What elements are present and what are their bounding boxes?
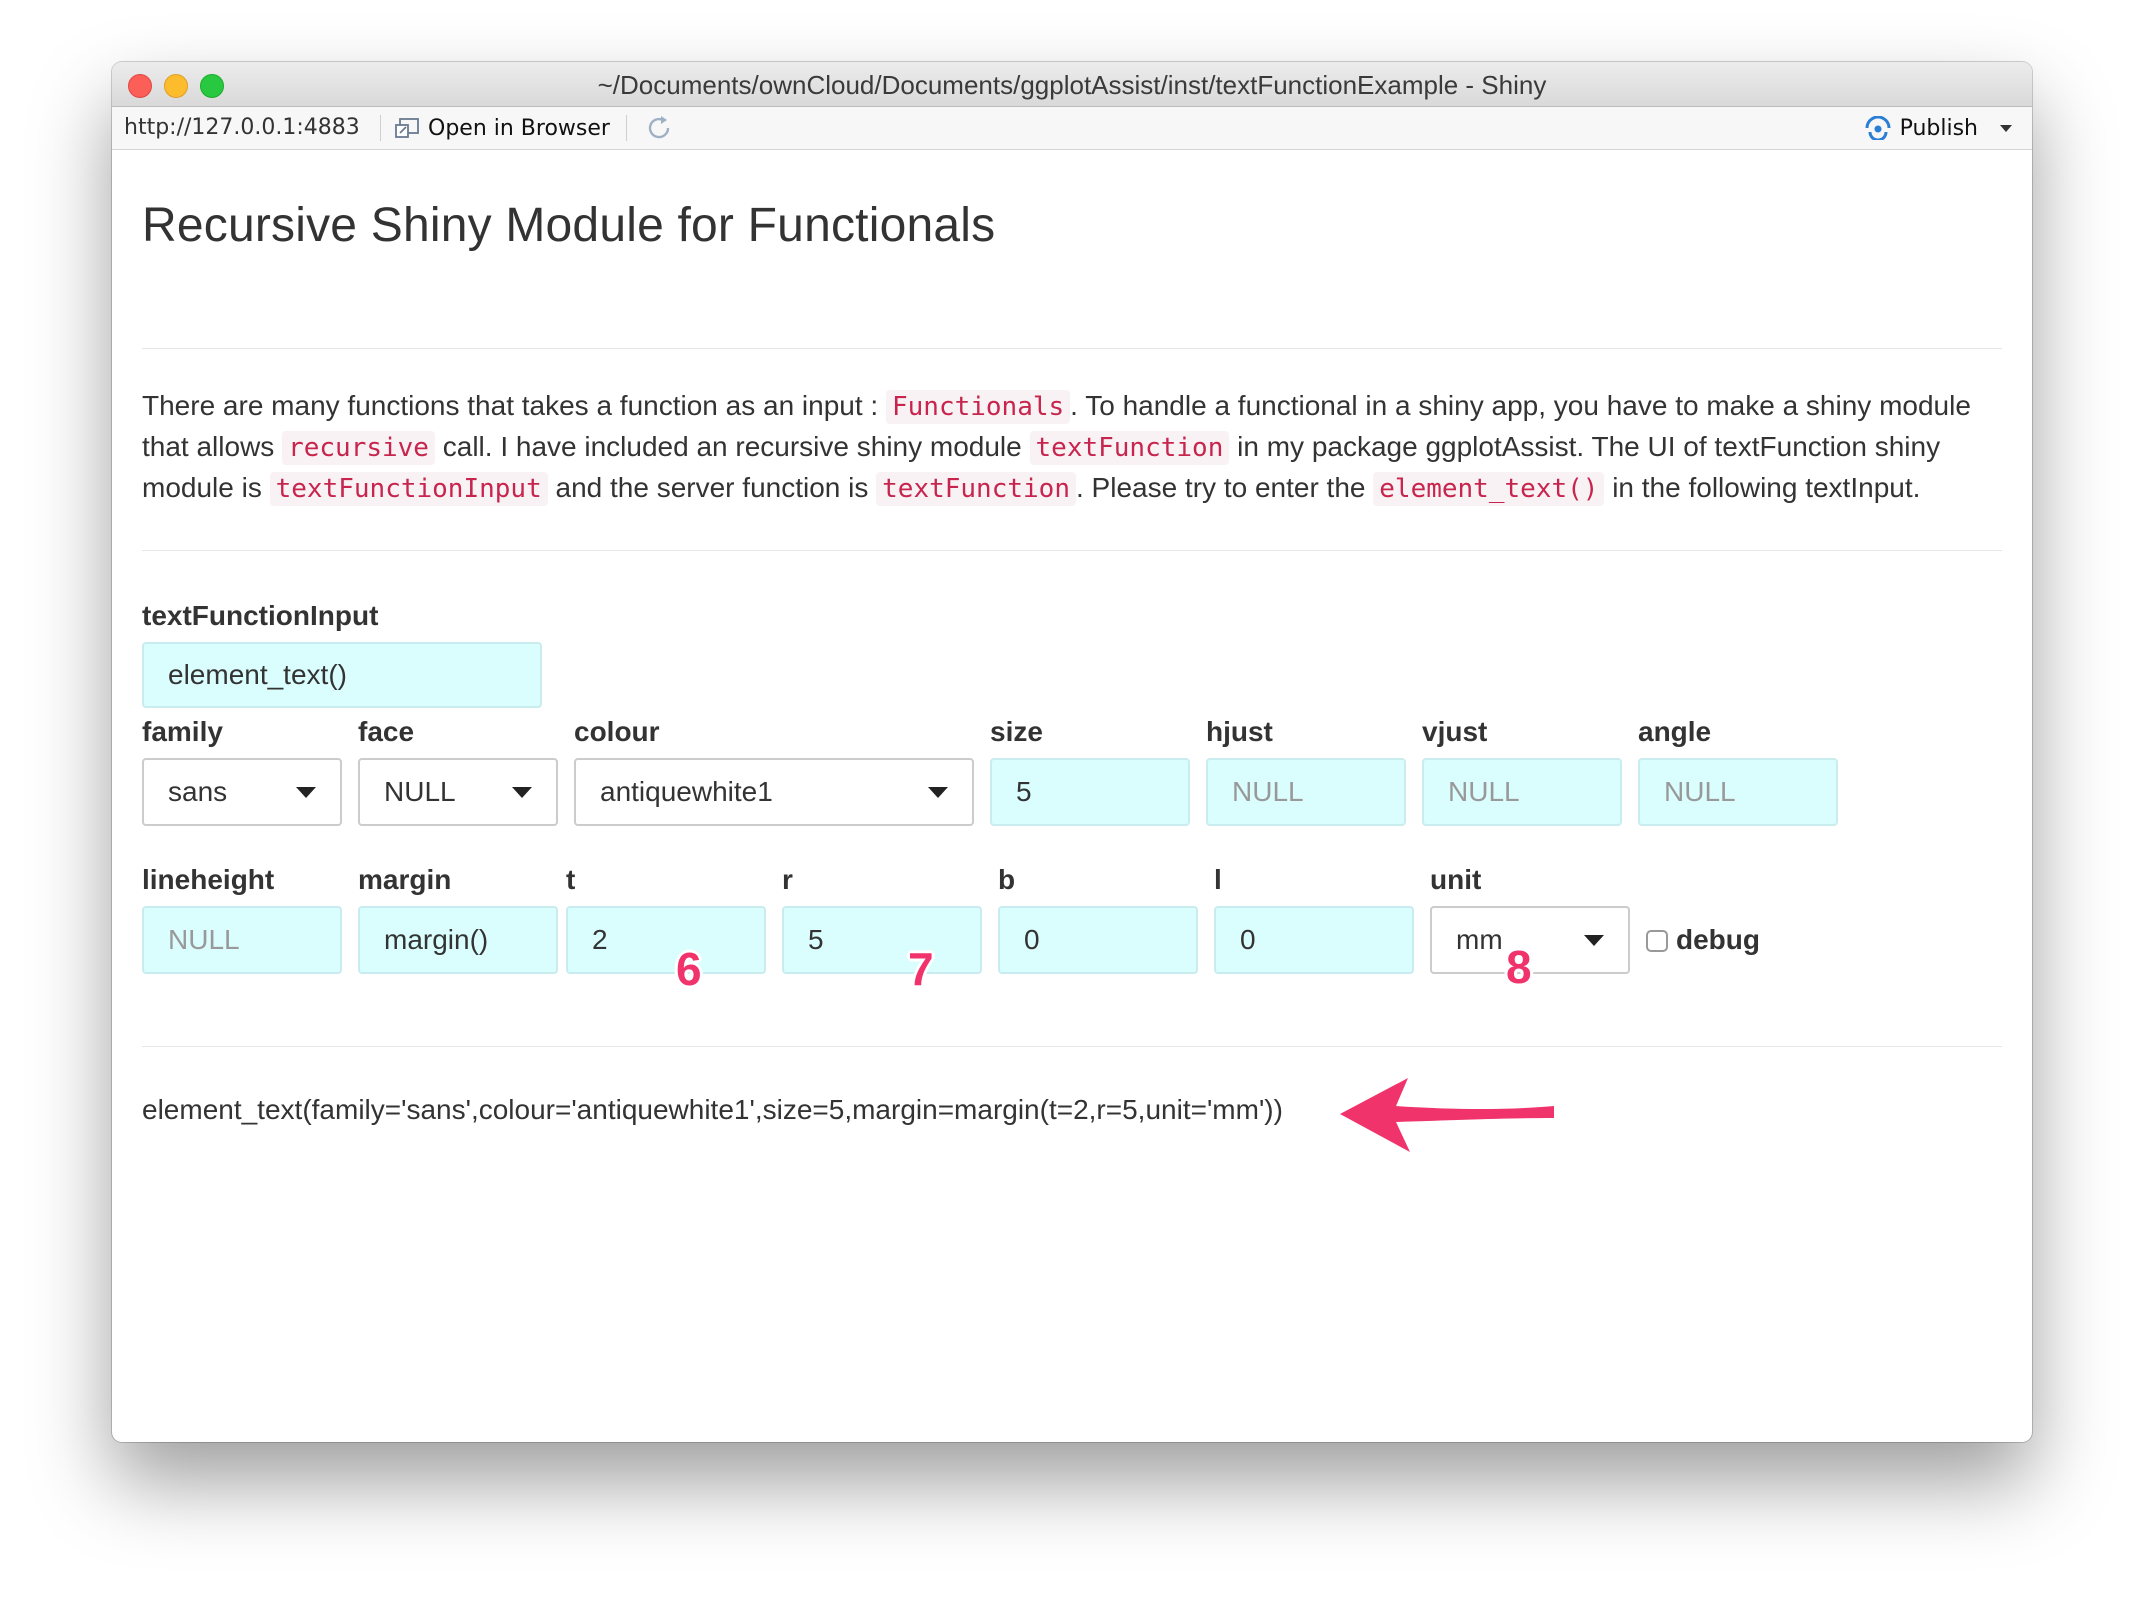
annotation-number-8: 8 — [1506, 941, 1532, 993]
output-text: element_text(family='sans',colour='antiquewhite1',size=5,margin=margin(t=2,r=5,unit='mm')) — [142, 1094, 1283, 1125]
lineheight-label: lineheight — [142, 864, 275, 895]
divider — [142, 1046, 2002, 1047]
dropdown-arrow-icon — [1584, 935, 1604, 946]
angle-input[interactable]: NULL — [1638, 758, 1838, 826]
vjust-input[interactable]: NULL — [1422, 758, 1622, 826]
inline-code: element_text() — [1373, 472, 1604, 506]
margin-label: margin — [358, 864, 452, 895]
publish-label: Publish — [1899, 115, 1978, 141]
page-title: Recursive Shiny Module for Functionals — [142, 199, 996, 252]
vjust-label: vjust — [1422, 716, 1488, 747]
b-label: b — [998, 864, 1016, 895]
face-value: NULL — [384, 776, 456, 807]
viewer-toolbar — [112, 107, 2032, 150]
text-function-input-label: textFunctionInput — [142, 600, 379, 631]
debug-label: debug — [1676, 924, 1760, 955]
face-label: face — [358, 716, 415, 747]
paragraph-text: . Please try to enter the — [1075, 472, 1374, 503]
paragraph-text: . To handle a functional in a shiny app, you have to make a shiny module that allows — [142, 390, 1971, 462]
toolbar-divider — [626, 115, 627, 141]
colour-label: colour — [574, 716, 660, 747]
paragraph-text: in the following textInput. — [1604, 472, 1921, 503]
unit-label: unit — [1430, 864, 1482, 895]
unit-value: mm — [1456, 924, 1503, 955]
intro-paragraph — [142, 386, 2002, 509]
publish-button[interactable] — [1864, 113, 2012, 143]
paragraph-text: in my package ggplotAssist. The UI of textFunction shiny module is — [142, 431, 1941, 503]
publish-icon — [1864, 116, 1892, 140]
window-title: ~/Documents/ownCloud/Documents/ggplotAssist/inst/textFunctionExample - Shiny — [597, 70, 1547, 100]
inline-code: Functionals — [886, 390, 1070, 424]
open-in-browser-label: Open in Browser — [428, 115, 610, 141]
t-input[interactable]: 2 — [566, 906, 766, 974]
paragraph-text: call. I have included an recursive shiny module — [434, 431, 1030, 462]
family-select[interactable] — [142, 758, 342, 826]
text-function-input[interactable]: element_text() — [142, 642, 542, 708]
size-label: size — [990, 716, 1043, 747]
face-select[interactable] — [358, 758, 558, 826]
toolbar-divider — [380, 115, 381, 141]
paragraph-text: There are many functions that takes a function as an input : — [142, 390, 886, 421]
l-label: l — [1214, 864, 1222, 895]
dropdown-arrow-icon — [296, 787, 316, 798]
dropdown-arrow-icon — [512, 787, 532, 798]
title-bar — [112, 62, 2032, 107]
divider — [142, 348, 2002, 349]
margin-input[interactable]: margin() — [358, 906, 558, 974]
lineheight-input[interactable]: NULL — [142, 906, 342, 974]
chevron-down-icon[interactable] — [2000, 125, 2012, 132]
annotation-number-6: 6 — [676, 943, 702, 995]
arrow-icon — [1338, 1066, 1558, 1156]
l-input[interactable]: 0 — [1214, 906, 1414, 974]
inline-code: recursive — [282, 431, 435, 465]
inline-code: textFunctionInput — [270, 472, 548, 506]
hjust-input[interactable]: NULL — [1206, 758, 1406, 826]
app-window — [112, 62, 2032, 1442]
r-input[interactable]: 5 — [782, 906, 982, 974]
inline-code: textFunction — [1030, 431, 1230, 465]
colour-select[interactable] — [574, 758, 974, 826]
url-display: http://127.0.0.1:4883 — [124, 115, 360, 140]
size-input[interactable]: 5 — [990, 758, 1190, 826]
divider — [142, 550, 2002, 551]
family-label: family — [142, 716, 223, 747]
refresh-icon[interactable] — [644, 113, 674, 143]
t-label: t — [566, 864, 576, 895]
colour-value: antiquewhite1 — [600, 776, 773, 807]
paragraph-text: and the server function is — [547, 472, 877, 503]
open-in-browser-button[interactable] — [394, 113, 610, 143]
annotation-number-7: 7 — [908, 943, 934, 995]
family-value: sans — [168, 776, 228, 807]
inline-code: textFunction — [876, 472, 1076, 506]
open-browser-icon — [394, 117, 420, 139]
b-input[interactable]: 0 — [998, 906, 1198, 974]
angle-label: angle — [1638, 716, 1712, 747]
hjust-label: hjust — [1206, 716, 1273, 747]
dropdown-arrow-icon — [928, 787, 948, 798]
r-label: r — [782, 864, 793, 895]
debug-checkbox[interactable] — [1646, 930, 1668, 952]
